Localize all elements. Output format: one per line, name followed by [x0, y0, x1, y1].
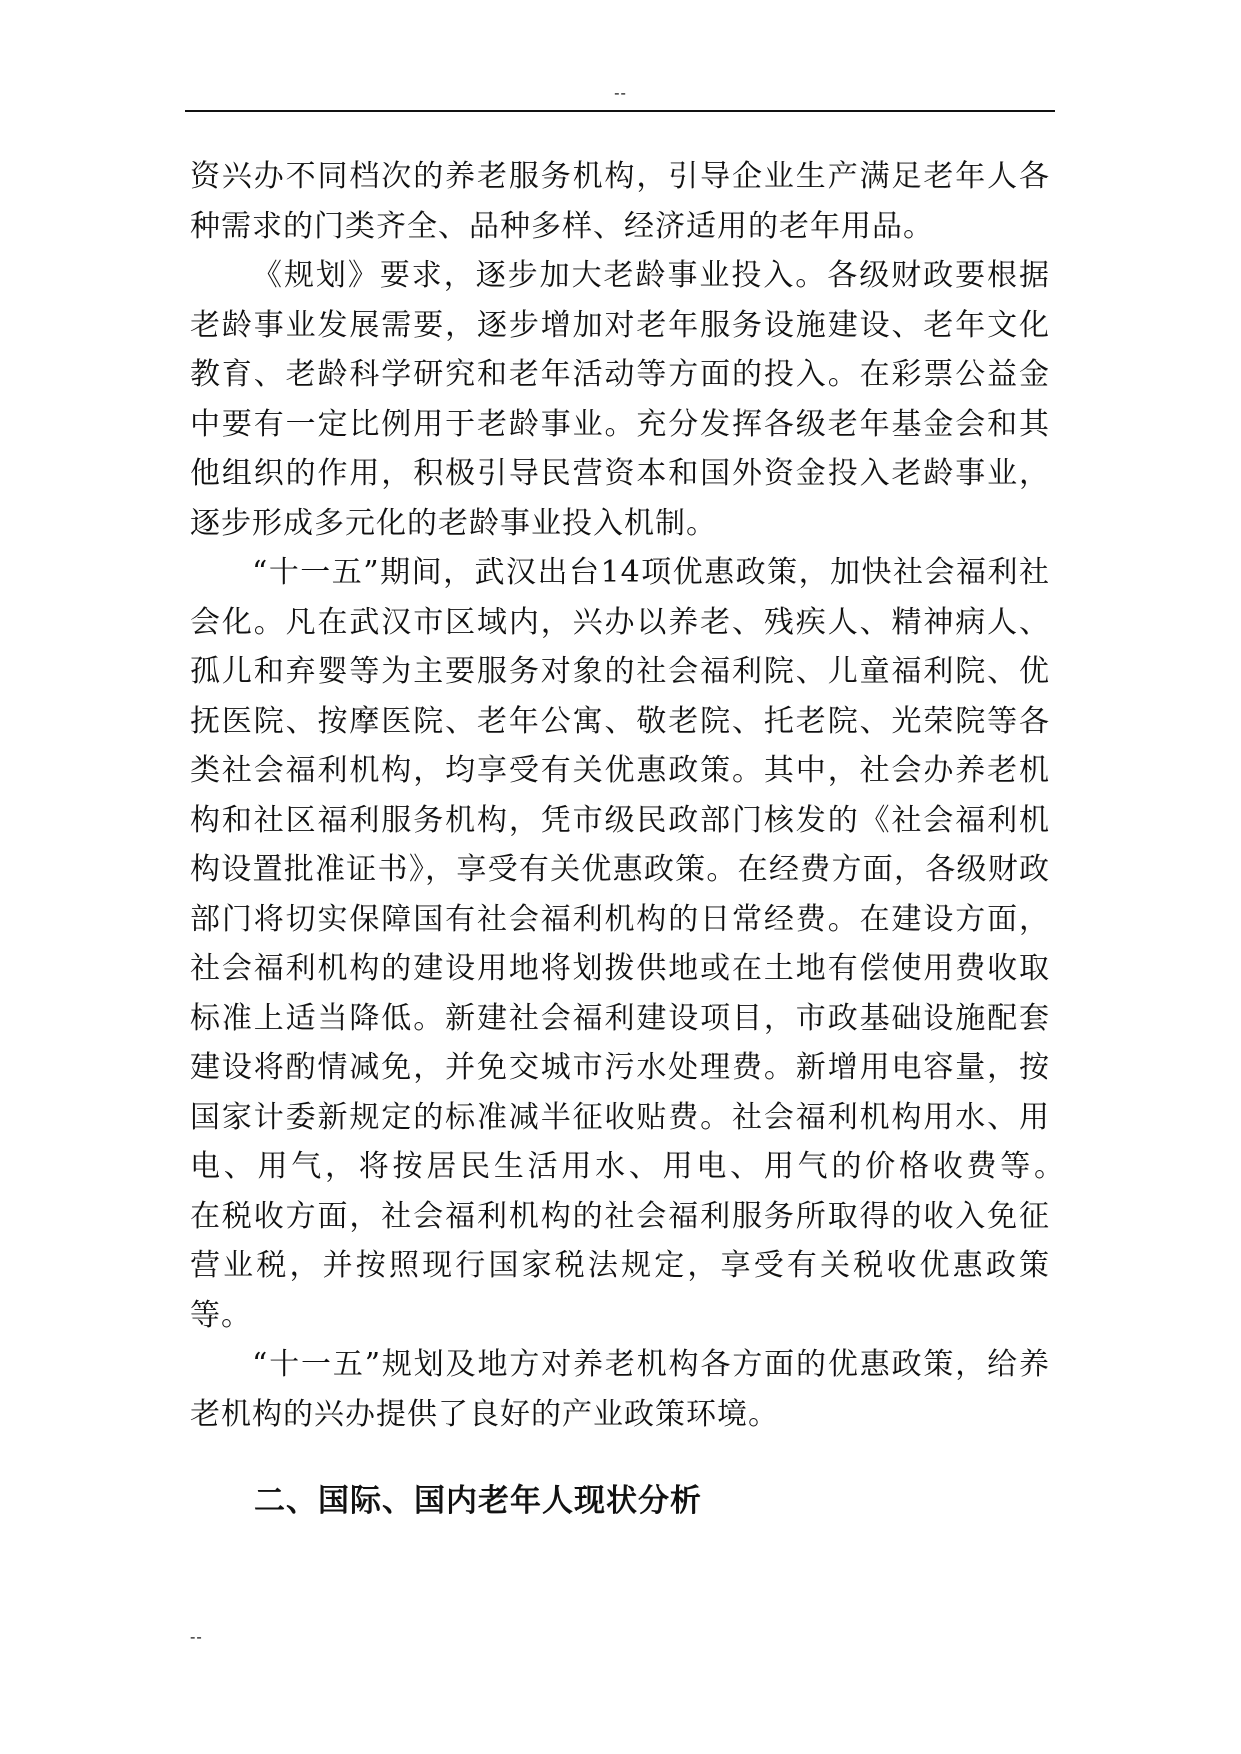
- document-body: [190, 152, 1112, 1439]
- page-header-mark: --: [614, 83, 627, 102]
- paragraph-policy-environment: “十一五”规划及地方对养老机构各方面的优惠政策，给养老机构的兴办提供了良好的产业政策环境。: [190, 1347, 1050, 1432]
- paragraph-continuation: 资兴办不同档次的养老服务机构，引导企业生产满足老年人各种需求的门类齐全、品种多样、经济适用的老年用品。: [190, 159, 1050, 244]
- page-footer-mark: --: [190, 1627, 203, 1646]
- header-divider: [185, 110, 1055, 112]
- paragraph-plan-investment: 《规划》要求，逐步加大老龄事业投入。各级财政要根据老龄事业发展需要，逐步增加对老年服务设施建设、老年文化教育、老龄科学研究和老年活动等方面的投入。在彩票公益金中要有一定比例用于老龄事业。充分发挥各级老年基金会和其他组织的作用，积极引导民营资本和国外资金投入老龄事业，逐步形成多元化的老龄事业投入机制。: [190, 258, 1050, 541]
- paragraph-wuhan-policies: “十一五”期间，武汉出台14项优惠政策，加快社会福利社会化。凡在武汉市区域内，兴办以养老、残疾人、精神病人、孤儿和弃婴等为主要服务对象的社会福利院、儿童福利院、优抚医院、按摩医院、老年公寓、敬老院、托老院、光荣院等各类社会福利机构，均享受有关优惠政策。其中，社会办养老机构和社区福利服务机构，凭市级民政部门核发的《社会福利机构设置批准证书》，享受有关优惠政策。在经费方面，各级财政部门将切实保障国有社会福利机构的日常经费。在建设方面，社会福利机构的建设用地将划拨供地或在土地有偿使用费收取标准上适当降低。新建社会福利建设项目，市政基础设施配套建设将酌情减免，并免交城市污水处理费。新增用电容量，按国家计委新规定的标准减半征收贴费。社会福利机构用水、用电、用气，将按居民生活用水、用电、用气的价格收费等。 在税收方面，社会福利机构的社会福利服务所取得的收入免征营业税，并按照现行国家税法规定，享受有关税收优惠政策等。: [190, 555, 1112, 1333]
- section-heading: 二、国际、国内老年人现状分析: [254, 1483, 702, 1519]
